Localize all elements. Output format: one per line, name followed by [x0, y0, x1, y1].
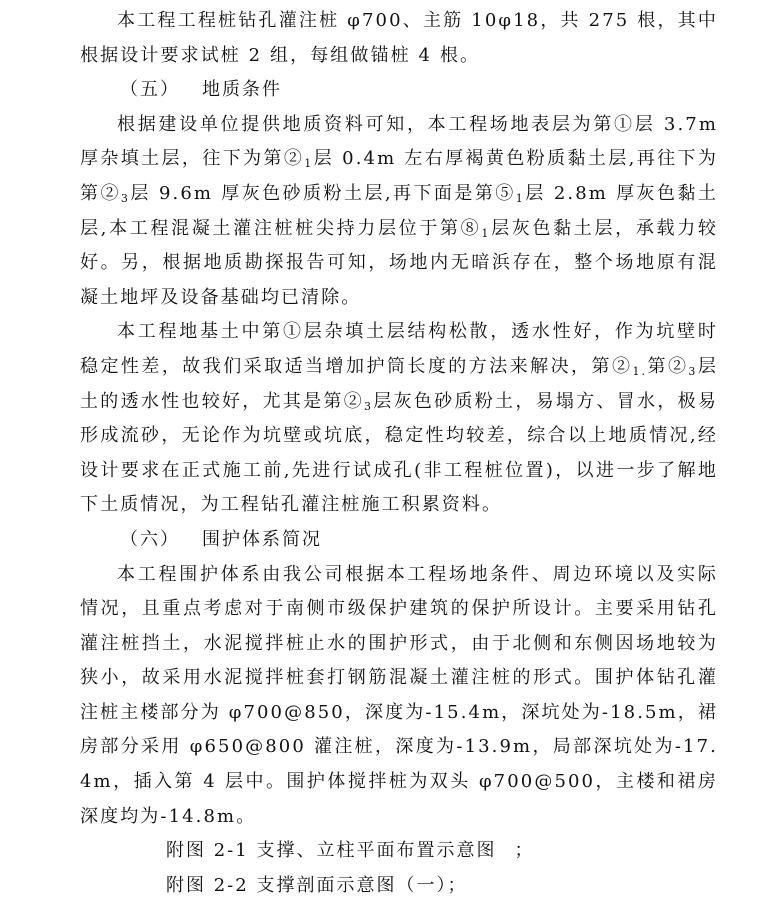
- section-title: 地质条件: [202, 79, 282, 101]
- retaining-system-paragraph: 本工程围护体系由我公司根据本工程场地条件、周边环境以及实际情况，且重点考虑对于南侧市级保护建筑的保护所设计。主要采用钻孔灌注桩挡土，水泥搅拌桩止水的围护形式，由于北侧和东侧因场地较为狭小，故采用水泥搅拌桩套打钢筋混凝土灌注桩的形式。围护体钻孔灌注桩主楼部分为 φ700@850，深度为-15.4m，深坑处为-18.5m，裙房部分采用 φ650@800 灌注桩，深度为-13.9m，局部深坑处为-17.4m，插入第 4 层中。围护体搅拌桩为双头 φ700@500，主楼和裙房深度均为-14.8m。: [80, 563, 718, 827]
- section-number: （六）: [120, 528, 180, 550]
- geology-paragraph: [80, 108, 718, 316]
- text-run: 层灰色砂质粉土，易塌方、冒水，极易形成流砂，无论作为坑壁或坑底，稳定性均较差，综合以上地质情况,经设计要求在正式施工前,先进行试成孔(非工程桩位置)，以进一步了解地下土质情况，为工程钻孔灌注桩施工积累资料。: [80, 390, 718, 516]
- figure-caption: 支撑、立柱平面布置示意图: [256, 840, 497, 862]
- text-run: 层 2.8m 厚灰色黏土层,本工程混凝土灌注桩桩尖持力层位于第⑧: [80, 182, 719, 239]
- text-run: 本工程地基土中第①层杂填土层结构松散，透水性好，作为坑壁时稳定性差，故我们采取适当增加护筒长度的方法来解决，第②: [80, 321, 718, 377]
- figure-suffix: ；: [514, 840, 535, 862]
- layer-subscript: 1.: [632, 364, 648, 378]
- foundation-soil-paragraph: [80, 315, 718, 523]
- figure-suffix: ；: [447, 874, 468, 896]
- figure-caption: 支撑剖面示意图（一）: [256, 874, 448, 896]
- layer-subscript: 3: [688, 364, 698, 378]
- figure-label: 附图 2-2: [166, 874, 249, 896]
- figure-reference-1: [80, 834, 718, 869]
- section-number: （五）: [120, 79, 180, 101]
- text-run: 根据建设单位提供地质资料可知，本工程场地表层为第①层 3.7m 厚杂填土层，往下为第②: [80, 113, 718, 170]
- text-run: 层 0.4m 左右厚褐黄色粉质黏土层,再往下为第②: [80, 148, 718, 204]
- layer-subscript: 1: [304, 157, 314, 171]
- layer-subscript: 1: [515, 191, 525, 205]
- section-heading-geology: [80, 73, 718, 108]
- section-title: 围护体系简况: [202, 528, 322, 550]
- figure-reference-2: [80, 869, 718, 904]
- section-heading-retaining: [80, 523, 718, 558]
- text-run: 层土的透水性也较好，尤其是第②: [80, 355, 718, 412]
- text-run: 层灰色黏土层，承载力较好。另，根据地质勘探报告可知，场地内无暗浜存在，整个场地原有混凝土地坪及设备基础均已清除。: [80, 217, 718, 308]
- intro-paragraph: 本工程工程桩钻孔灌注桩 φ700、主筋 10φ18，共 275 根，其中根据设计要求试桩 2 组，每组做锚桩 4 根。: [80, 10, 718, 66]
- layer-subscript: 1: [481, 226, 491, 240]
- layer-subscript: 3: [120, 191, 131, 205]
- text-run: 层 9.6m 厚灰色砂质粉土层,再下面是第⑤: [130, 182, 516, 204]
- layer-subscript: 3: [364, 399, 374, 413]
- figure-label: 附图 2-1: [166, 840, 249, 862]
- text-run: 第②: [647, 355, 689, 377]
